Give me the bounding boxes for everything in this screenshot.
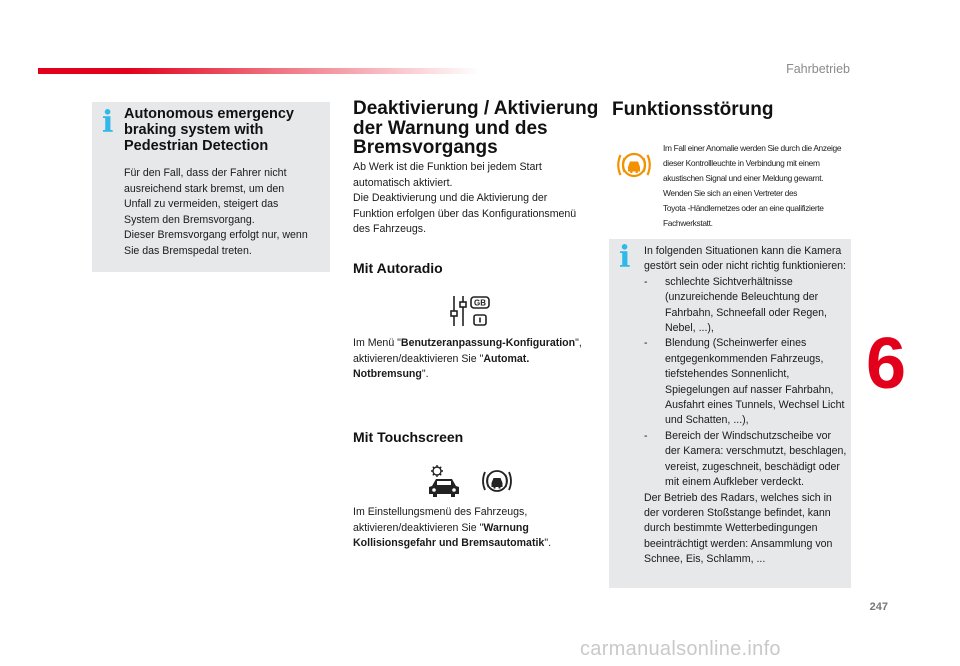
info-box-camera-faults: [609, 239, 851, 588]
collision-warning-orange-icon: [615, 146, 653, 184]
option-name: Automat. Notbremsung: [353, 352, 530, 380]
header-accent-bar: [38, 68, 480, 74]
malfunction-warning-text: Im Fall einer Anomalie werden Sie durch die Anzeige dieser Kontrollleuchte in Verbindung mit einem akustischen Signal und einer Meldung gewarnt. Wenden Sie sich an einen Vertreter des Toyota -Händlernetzes oder an eine qualifizierte Fachwerkstatt.: [663, 143, 842, 228]
car-settings-icon: [426, 464, 462, 498]
info-box-title: Autonomous emergency braking system with Pedestrian Detection: [124, 106, 294, 154]
subtitle-touchscreen: Mit Touchscreen: [353, 429, 464, 445]
info-box-text: Für den Fall, dass der Fahrer nicht ausreichend stark bremst, um den Unfall zu vermeiden, steigert das System den Bremsvorgang. Dieser Bremsvorgang erfolgt nur, wenn Sie das Bremspedal treten.: [124, 167, 308, 257]
faults-closing: Der Betrieb des Radars, welches sich in der vorderen Stoßstange befindet, kann durch bestimmte Wetterbedingungen beeinträchtigt werden: Ansammlung von Schnee, Eis, Schlamm, ...: [644, 491, 833, 566]
list-item: - Blendung (Scheinwerfer eines entgegenkommenden Fahrzeugs, tiefstehendes Sonnenlicht, Spiegelungen auf nasser Fahrbahn, Ausfahrt eines Tunnels, Wechsel Licht und Schatten, ...),: [644, 337, 845, 427]
section-title-malfunction: Funktionsstörung: [612, 99, 774, 120]
page-number: 247: [869, 601, 888, 613]
autoradio-instructions: Im Menü "Benutzeranpassung-Konfiguration", aktivieren/deaktivieren Sie "Automat. Notbremsung".: [353, 337, 582, 380]
list-item: - Bereich der Windschutzscheibe vor der Kamera: verschmutzt, beschlagen, vereist, zugeschneit, beschädigt oder mit einem Aufkleber verdeckt.: [644, 429, 847, 489]
faults-intro: In folgenden Situationen kann die Kamera gestört sein oder nicht richtig funktionieren:: [644, 245, 846, 273]
deactivation-intro: Ab Werk ist die Funktion bei jedem Start automatisch aktiviert. Die Deaktivierung und die Aktivierung der Funktion erfolgen über das Konfigurationsmenü des Fahrzeugs.: [353, 161, 577, 235]
radio-icon-label: GB: [474, 298, 486, 308]
watermark: carmanualsonline.info: [580, 638, 781, 660]
subtitle-autoradio: Mit Autoradio: [353, 260, 443, 276]
section-name: Fahrbetrieb: [786, 62, 850, 76]
list-item: - schlechte Sichtverhältnisse (unzureichende Beleuchtung der Fahrbahn, Schneefall oder Regen, Nebel, ...),: [644, 275, 827, 335]
info-icon: i: [619, 240, 631, 275]
radio-settings-icon: [450, 294, 492, 328]
info-icon: i: [102, 105, 114, 140]
touch-option-name: Warnung Kollisionsgefahr und Bremsautomatik: [353, 521, 545, 549]
info-box-aebs: [92, 102, 330, 272]
camera-faults-content: [644, 244, 849, 568]
collision-warning-icon: [480, 464, 514, 498]
menu-name: Benutzeranpassung-Konfiguration: [400, 337, 576, 349]
touchscreen-instructions: Im Einstellungsmenü des Fahrzeugs, aktivieren/deaktivieren Sie "Warnung Kollisionsgefahr und Bremsautomatik".: [353, 506, 552, 549]
section-title-deactivation: Deaktivierung / Aktivierung der Warnung und des Bremsvorgangs: [353, 98, 599, 158]
chapter-number: 6: [866, 324, 907, 404]
